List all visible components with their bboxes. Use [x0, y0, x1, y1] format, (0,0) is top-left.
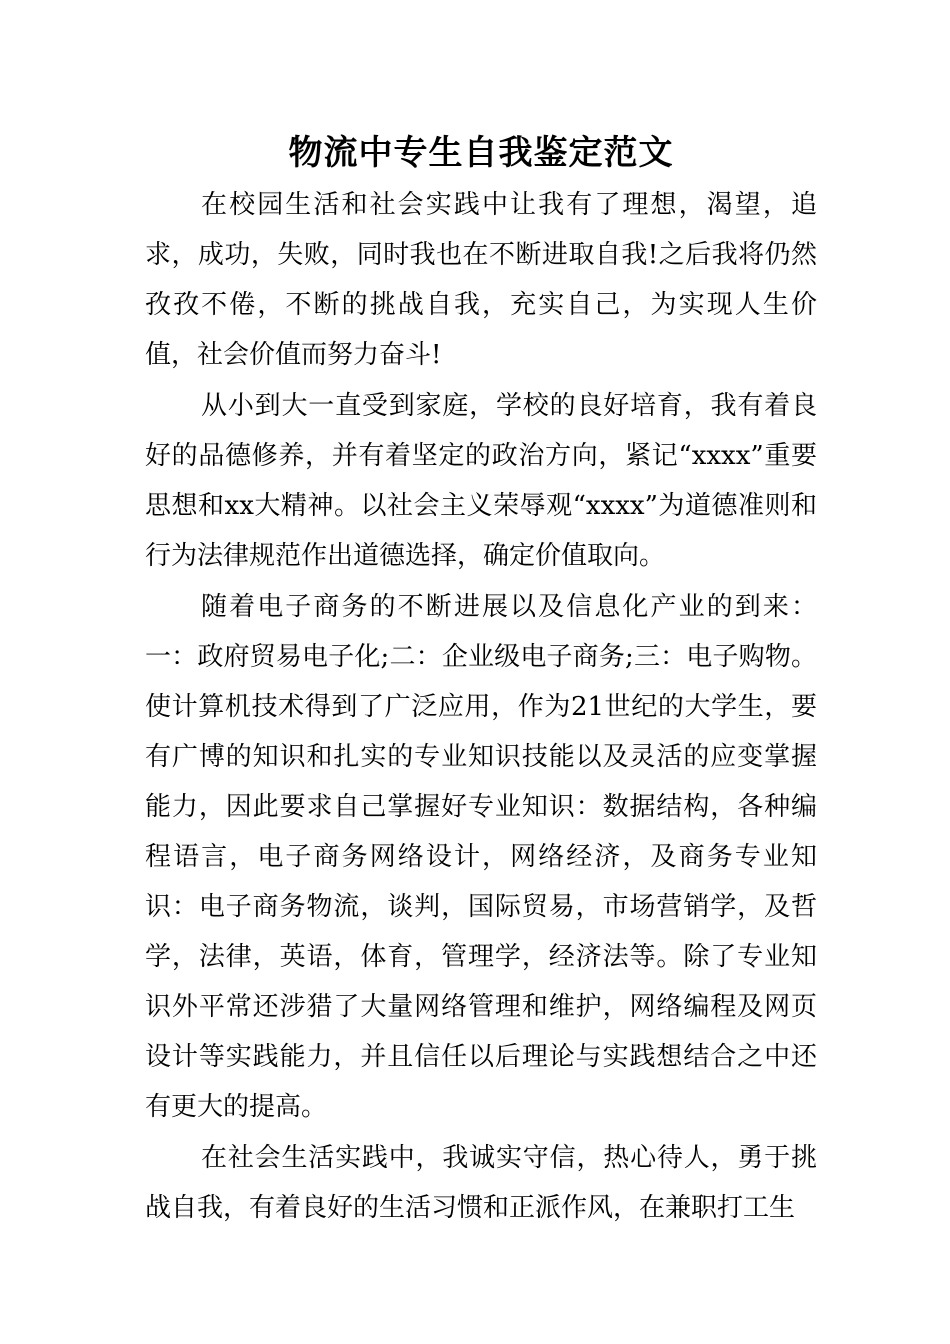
paragraph-2: 从小到大一直受到家庭，学校的良好培育，我有着良好的品德修养，并有着坚定的政治方向，紧记“xxxx”重要思想和xx大精神。以社会主义荣辱观“xxxx”为道德准则和行为法律规范作出道德选择，确定价值取向。 — [145, 391, 817, 571]
paragraph-4: 在社会生活实践中，我诚实守信，热心待人，勇于挑战自我，有着良好的生活习惯和正派作风，在兼职打工生 — [145, 1143, 817, 1223]
document-title: 物流中专生自我鉴定范文 — [288, 133, 674, 173]
paragraph-1: 在校园生活和社会实践中让我有了理想，渴望，追求，成功，失败，同时我也在不断进取自我!之后我将仍然孜孜不倦，不断的挑战自我，充实自己，为实现人生价值，社会价值而努力奋斗! — [145, 190, 817, 370]
document-body — [145, 126, 817, 1234]
paragraph-3: 随着电子商务的不断进展以及信息化产业的到来：一：政府贸易电子化;二：企业级电子商务;三：电子购物。使计算机技术得到了广泛应用，作为21世纪的大学生，要有广博的知识和扎实的专业知识技能以及灵活的应变掌握能力，因此要求自己掌握好专业知识：数据结构，各种编程语言，电子商务网络设计，网络经济，及商务专业知识：电子商务物流，谈判，国际贸易，市场营销学，及哲学，法律，英语，体育，管理学，经济法等。除了专业知识外平常还涉猎了大量网络管理和维护，网络编程及网页设计等实践能力，并且信任以后理论与实践想结合之中还有更大的提高。 — [145, 592, 817, 1122]
